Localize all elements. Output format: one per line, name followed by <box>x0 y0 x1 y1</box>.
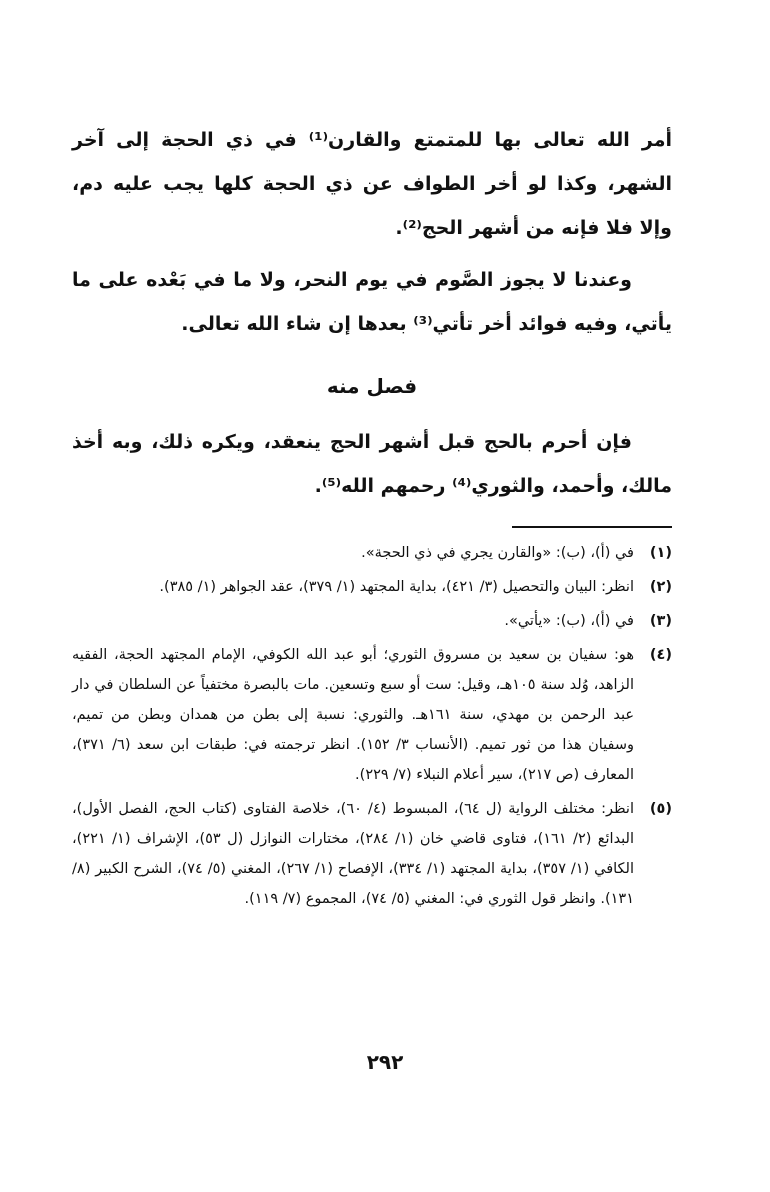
footnote-number: (٣) <box>649 613 672 629</box>
footnote-number: (٢) <box>649 579 672 595</box>
paragraph-2: وعندنا لا يجوز الصَّوم في يوم النحر، ولا ما في بَعْده على ما يأتي، وفيه فوائد أخر تأتي⁽³⁾ بعدها إن شاء الله تعالى. <box>72 269 672 335</box>
footnote-text: في (أ)، (ب): «والقارن يجري في ذي الحجة». <box>361 545 634 561</box>
footnote-separator <box>512 526 672 528</box>
footnote-4 <box>72 640 672 790</box>
footnote-number: (١) <box>649 545 672 561</box>
footnote-2 <box>72 572 672 602</box>
footnote-text: هو: سفيان بن سعيد بن مسروق الثوري؛ أبو عبد الله الكوفي، الإمام المجتهد الحجة، الفقيه الزاهد، وُلد سنة ١٠٥هـ، وقيل: ست أو سبع وتسعين. مات بالبصرة مختفياً عن السلطان في دار عبد الرحمن بن مهدي، سنة ١٦١هـ. والثوري: نسبة إلى بطن من همدان وبطن من تميم، وسفيان هذا من ثور تميم. (الأنساب ٣/ ١٥٢). انظر ترجمته في: طبقات ابن سعد (٦/ ٣٧١)، المعارف (ص ٢١٧)، سير أعلام النبلاء (٧/ ٢٢٩). <box>72 647 635 783</box>
footnotes <box>72 538 672 914</box>
footnote-3 <box>72 606 672 636</box>
page-body <box>72 118 672 918</box>
section-title: فصل منه <box>326 374 418 398</box>
footnote-number: (٤) <box>649 647 672 663</box>
footnote-text: انظر: مختلف الرواية (ل ٦٤)، المبسوط (٤/ ٦٠)، خلاصة الفتاوى (كتاب الحج، الفصل الأول)، البدائع (٢/ ١٦١)، فتاوى قاضي خان (١/ ٢٨٤)، مختارات النوازل (ل ٥٣)، الإشراف (١/ ٢٢١)، الكافي (١/ ٣٥٧)، بداية المجتهد (١/ ٣٣٤)، الإفصاح (١/ ٢٦٧)، المغني (٥/ ٧٤)، الشرح الكبير (٨/ ١٣١). وانظر قول الثوري في: المغني (٥/ ٧٤)، المجموع (٧/ ١١٩). <box>72 801 635 907</box>
footnote-text: في (أ)، (ب): «يأتي». <box>504 613 634 629</box>
paragraph-3: فإن أحرم بالحج قبل أشهر الحج ينعقد، ويكره ذلك، وبه أخذ مالك، وأحمد، والثوري⁽⁴⁾ رحمهم الله⁽⁵⁾. <box>72 431 672 497</box>
footnote-5 <box>72 794 672 914</box>
page-number: ٢٩٢ <box>366 1050 404 1074</box>
paragraph-1: أمر الله تعالى بها للمتمتع والقارن⁽¹⁾ في ذي الحجة إلى آخر الشهر، وكذا لو أخر الطواف عن ذي الحجة كلها يجب عليه دم، وإلا فلا فإنه من أشهر الحج⁽²⁾. <box>72 129 672 239</box>
footnote-text: انظر: البيان والتحصيل (٣/ ٤٢١)، بداية المجتهد (١/ ٣٧٩)، عقد الجواهر (١/ ٣٨٥). <box>159 579 634 595</box>
footnote-number: (٥) <box>649 801 672 817</box>
footnote-1 <box>72 538 672 568</box>
